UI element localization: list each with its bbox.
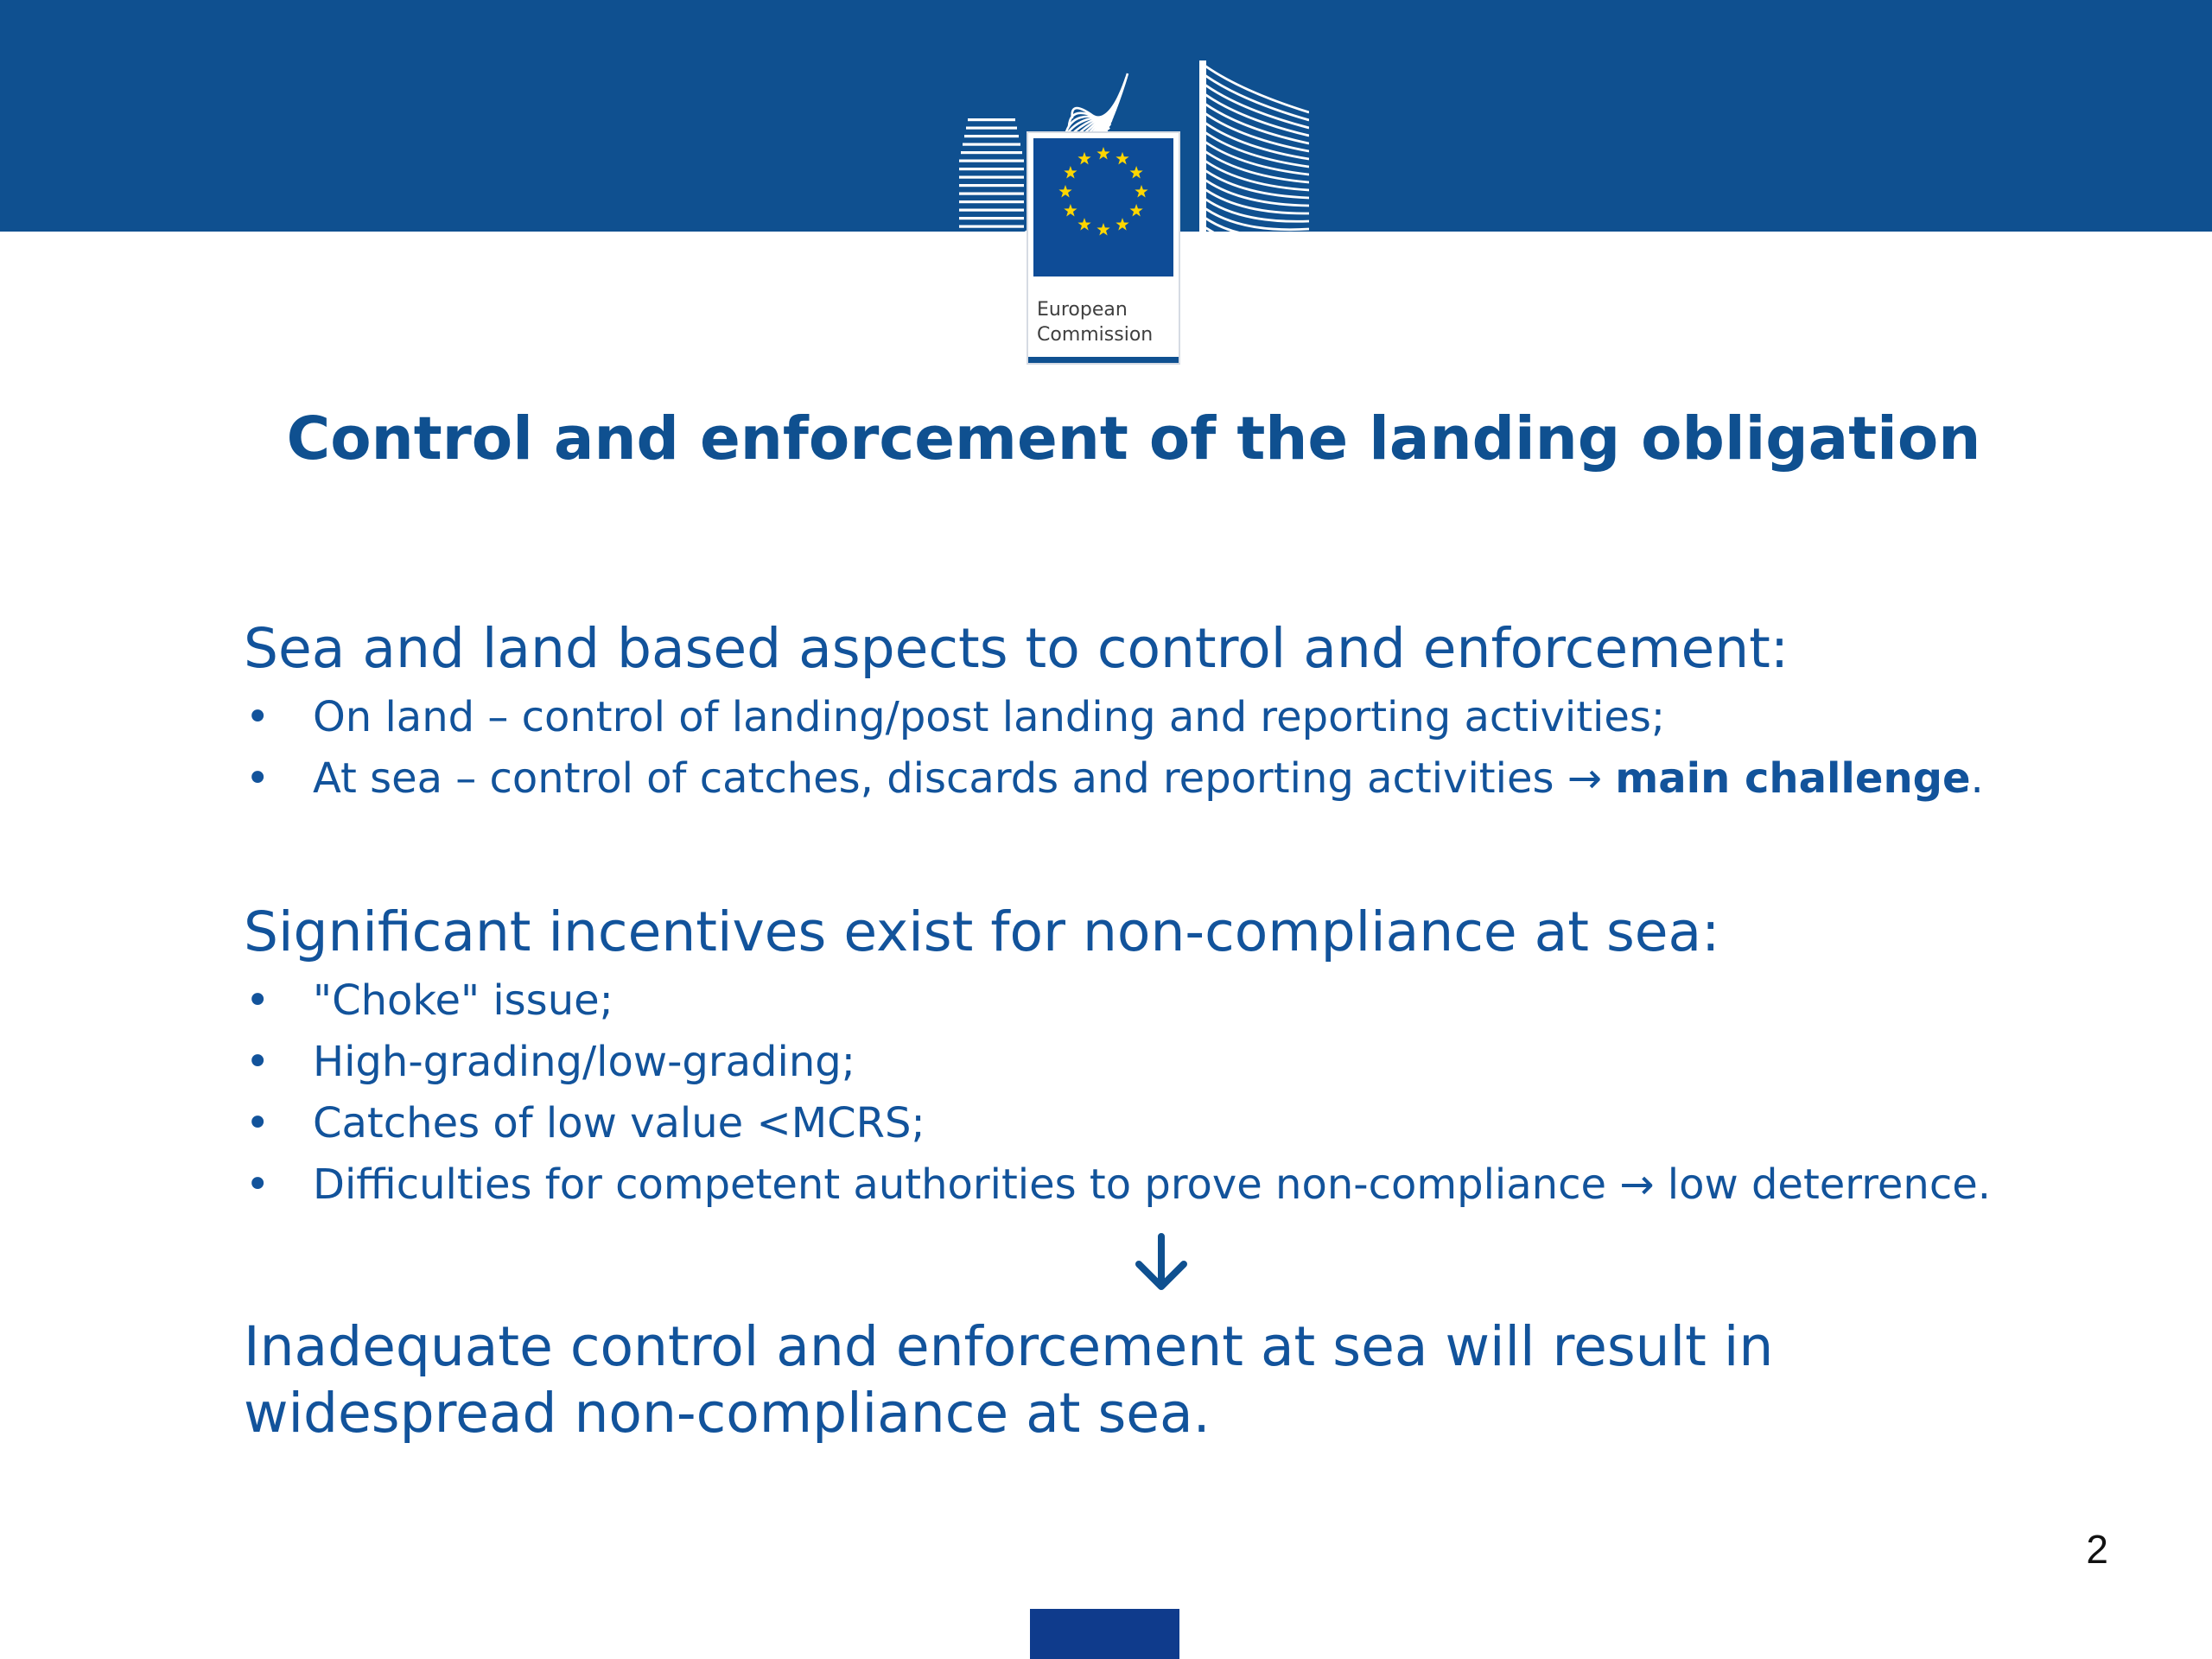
eu-star [1064, 166, 1077, 178]
eu-star [1064, 204, 1077, 216]
logo-line-european: European [1037, 299, 1128, 321]
list-item [244, 970, 1991, 1032]
bullet-text: "Choke" issue; [313, 976, 613, 1025]
down-arrow-icon [1118, 1231, 1205, 1294]
european-commission-logo [955, 60, 1309, 346]
bullet-tail: . [1970, 754, 1984, 803]
logo-line-commission: Commission [1037, 324, 1154, 346]
list-item [244, 1093, 1991, 1154]
slide-title: Control and enforcement of the landing obligation [286, 404, 1981, 474]
eu-star [1116, 152, 1128, 164]
eu-star [1077, 152, 1090, 164]
eu-star [1096, 223, 1109, 235]
list-item [244, 748, 1984, 810]
bullet-marker: • [245, 1099, 270, 1147]
logo-card [1027, 131, 1180, 365]
eu-star [1096, 147, 1109, 159]
eu-star [1116, 218, 1128, 230]
logo-underline [1028, 357, 1179, 363]
section-heading-sea-land: Sea and land based aspects to control and enforcement: [244, 617, 1789, 680]
bullet-marker: • [245, 1160, 270, 1209]
bullet-text: High-grading/low-grading; [313, 1038, 855, 1086]
bullet-list-sea-land [244, 687, 1984, 810]
list-item [244, 1154, 1991, 1216]
list-item [244, 1032, 1991, 1093]
bullet-marker: • [245, 1038, 270, 1086]
list-item [244, 687, 1984, 748]
bullet-text: Difficulties for competent authorities to prove non-compliance → low deterrence. [313, 1160, 1992, 1209]
footer-tab [1030, 1609, 1179, 1659]
eu-flag-icon [1033, 138, 1173, 276]
bullet-emphasis: main challenge [1615, 754, 1971, 803]
eu-star [1058, 185, 1071, 197]
page-number: 2 [2086, 1527, 2108, 1572]
bullet-text: On land – control of landing/post landing and reporting activities; [313, 693, 1666, 741]
eu-star [1130, 204, 1143, 216]
bullet-list-incentives [244, 970, 1991, 1216]
bullet-text: Catches of low value <MCRS; [313, 1099, 925, 1147]
eu-star [1135, 185, 1147, 197]
section-heading-incentives: Significant incentives exist for non-compliance at sea: [244, 900, 1720, 963]
logo-wordmark [1037, 297, 1153, 347]
eu-star [1130, 166, 1143, 178]
eu-star [1077, 218, 1090, 230]
bullet-marker: • [245, 754, 270, 803]
bullet-marker: • [245, 693, 270, 741]
conclusion-text: Inadequate control and enforcement at sea will result in widespread non-compliance at sea. [244, 1315, 1774, 1445]
eu-stars-circle [1033, 138, 1173, 276]
bullet-marker: • [245, 976, 270, 1025]
bullet-text: At sea – control of catches, discards and reporting activities → [313, 754, 1616, 803]
